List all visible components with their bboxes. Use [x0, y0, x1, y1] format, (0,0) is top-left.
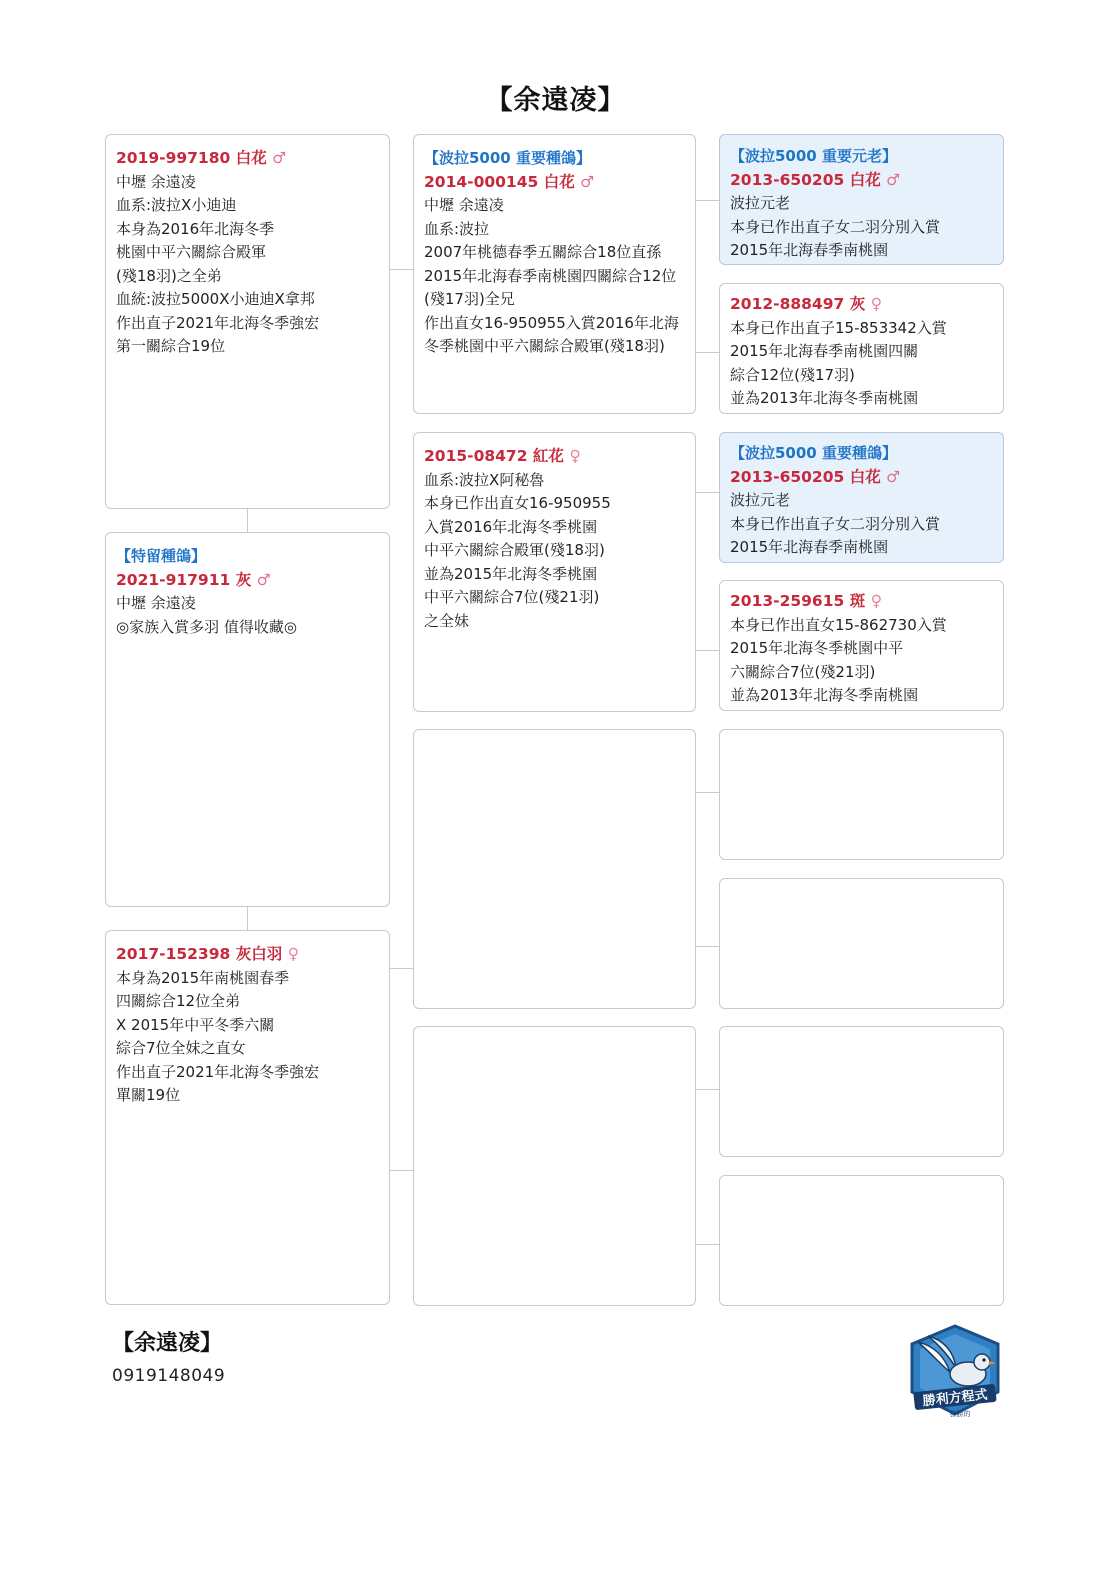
sire-dam-dam-id-line [730, 590, 993, 614]
ring-number: 2013-650205 [730, 467, 845, 486]
info-line: 單關19位 [116, 1086, 181, 1104]
dam-sire-sire-card [719, 729, 1004, 860]
info-line: 綜合7位全妹之直女 [116, 1039, 246, 1057]
info-line: 中壢 余遠凌 [116, 594, 196, 612]
plumage-color: 灰 [235, 570, 252, 589]
info-line: 並為2013年北海冬季南桃園 [730, 389, 919, 407]
ring-number: 2013-259615 [730, 592, 845, 610]
sire-dam-id-line [424, 445, 685, 469]
sire-sire-card [413, 134, 696, 414]
female-icon: ♀ [870, 295, 882, 313]
plumage-color: 白花 [235, 149, 267, 167]
dam-id-line [116, 943, 379, 967]
info-line: X 2015年中平冬季六關 [116, 1015, 275, 1034]
female-icon: ♀ [870, 592, 882, 610]
subject-tag: 【特留種鴿】 [116, 547, 207, 565]
info-line: 中平六關綜合7位(殘21羽) [424, 588, 600, 606]
male-icon: ♂ [886, 467, 901, 486]
sire-card [105, 134, 390, 509]
info-line: 本身已作出直女16-950955 [424, 494, 611, 512]
connector-line [390, 269, 413, 270]
subject-id-line [116, 569, 379, 593]
plumage-color: 白花 [849, 170, 881, 189]
female-icon: ♀ [287, 945, 299, 963]
info-line: 作出直子2021年北海冬季強宏 [116, 313, 320, 332]
connector-line [696, 352, 719, 353]
info-line: 血統:波拉5000X小迪迪X拿邦 [116, 290, 315, 308]
ring-number: 2019-997180 [116, 149, 231, 167]
info-line: 2015年北海春季南桃園 [730, 538, 889, 556]
info-line: 血系:波拉 [424, 219, 490, 238]
connector-line [696, 650, 719, 651]
ring-number: 2015-08472 [424, 447, 528, 465]
connector-line [247, 509, 248, 532]
connector-line [696, 492, 719, 493]
dam-card [105, 930, 390, 1305]
ring-number: 2014-000145 [424, 172, 539, 191]
info-line: 中壢 余遠凌 [116, 172, 196, 191]
info-line: ◎家族入賞多羽 值得收藏◎ [116, 617, 297, 636]
subject-card [105, 532, 390, 907]
info-line: 並為2015年北海冬季桃園 [424, 564, 598, 583]
info-line: 並為2013年北海冬季南桃園 [730, 686, 919, 704]
info-line: 本身已作出直女15-862730入賞 [730, 615, 947, 634]
info-line: 之全妹 [424, 611, 470, 630]
female-icon: ♀ [569, 447, 581, 465]
sire-sire-id-line [424, 171, 685, 195]
sire-id-line [116, 147, 379, 171]
info-line: 本身為2016年北海冬季 [116, 219, 275, 238]
sire-sire-sire-card [719, 134, 1004, 265]
plumage-color: 白花 [849, 467, 881, 486]
logo-subtext: 發勝的 [949, 1410, 971, 1418]
connector-line [696, 1244, 719, 1245]
info-line: 作出直女16-950955入賞2016年北海 [424, 313, 679, 332]
info-line: 2015年北海春季南桃園四關 [730, 342, 919, 360]
sire-dam-sire-card [719, 432, 1004, 563]
info-line: (殘17羽)全兄 [424, 290, 515, 308]
info-line: 2015年北海冬季桃園中平 [730, 639, 904, 657]
info-line: 作出直子2021年北海冬季強宏 [116, 1062, 320, 1081]
connector-line [390, 1170, 413, 1171]
info-line: 四關綜合12位全弟 [116, 992, 241, 1010]
sire-sire-dam-id-line [730, 293, 993, 317]
logo-text: 勝利方程式 [922, 1387, 989, 1410]
info-line: 2015年北海春季南桃園四關綜合12位 [424, 266, 677, 285]
dam-dam-sire-card [719, 1026, 1004, 1157]
ring-number: 2012-888497 [730, 295, 845, 313]
info-line: 本身為2015年南桃園春季 [116, 968, 290, 987]
info-line: 六關綜合7位(殘21羽) [730, 662, 876, 681]
sire-dam-dam-card [719, 580, 1004, 711]
plumage-color: 灰白羽 [235, 945, 283, 963]
info-line: 血系:波拉X阿秘魯 [424, 470, 545, 489]
ring-number: 2017-152398 [116, 945, 231, 963]
dam-dam-dam-card [719, 1175, 1004, 1306]
info-line: 本身已作出直子女二羽分別入賞 [730, 514, 941, 533]
dam-sire-dam-card [719, 878, 1004, 1009]
plumage-color: 白花 [543, 172, 575, 191]
info-line: 中平六關綜合殿軍(殘18羽) [424, 541, 605, 559]
male-icon: ♂ [272, 149, 287, 167]
male-icon: ♂ [580, 172, 595, 191]
dam-sire-card [413, 729, 696, 1009]
info-line: 入賞2016年北海冬季桃園 [424, 517, 598, 536]
ring-number: 2021-917911 [116, 570, 231, 589]
plumage-color: 斑 [849, 592, 866, 610]
info-line: 本身已作出直子15-853342入賞 [730, 318, 947, 337]
footer-owner-name: 【余遠凌】 [112, 1331, 223, 1356]
info-line: 冬季桃園中平六關綜合殿軍(殘18羽) [424, 337, 665, 355]
pigeon-logo-icon [900, 1322, 1010, 1422]
info-line: (殘18羽)之全弟 [116, 266, 222, 285]
sire-dam-sire-id-line [730, 466, 993, 490]
plumage-color: 灰 [849, 295, 866, 313]
info-line: 綜合12位(殘17羽) [730, 365, 855, 384]
sire-sire-sire-tag: 【波拉5000 重要元老】 [730, 147, 897, 165]
info-line: 第一關綜合19位 [116, 337, 226, 355]
ring-number: 2013-650205 [730, 170, 845, 189]
info-line: 波拉元老 [730, 194, 791, 212]
connector-line [390, 968, 413, 969]
info-line: 血系:波拉X小迪迪 [116, 196, 237, 214]
sire-dam-sire-tag: 【波拉5000 重要種鴿】 [730, 444, 897, 462]
connector-line [696, 200, 719, 201]
info-line: 2015年北海春季南桃園 [730, 241, 889, 259]
male-icon: ♂ [886, 170, 901, 189]
sire-dam-card [413, 432, 696, 712]
page-title: 【余遠凌】 [485, 85, 626, 116]
connector-line [696, 792, 719, 793]
info-line: 中壢 余遠凌 [424, 196, 504, 214]
male-icon: ♂ [256, 570, 271, 589]
connector-line [696, 1089, 719, 1090]
footer-phone: 0919148049 [112, 1366, 226, 1386]
plumage-color: 紅花 [532, 447, 564, 465]
info-line: 桃園中平六關綜合殿軍 [116, 243, 267, 261]
connector-line [696, 946, 719, 947]
sire-sire-dam-card [719, 283, 1004, 414]
info-line: 2007年桃德春季五關綜合18位直孫 [424, 243, 662, 261]
info-line: 本身已作出直子女二羽分別入賞 [730, 217, 941, 236]
dam-dam-card [413, 1026, 696, 1306]
connector-line [247, 907, 248, 930]
info-line: 波拉元老 [730, 491, 791, 509]
sire-lines [116, 171, 379, 359]
sire-sire-tag: 【波拉5000 重要種鴿】 [424, 149, 591, 167]
sire-sire-sire-id-line [730, 169, 993, 193]
